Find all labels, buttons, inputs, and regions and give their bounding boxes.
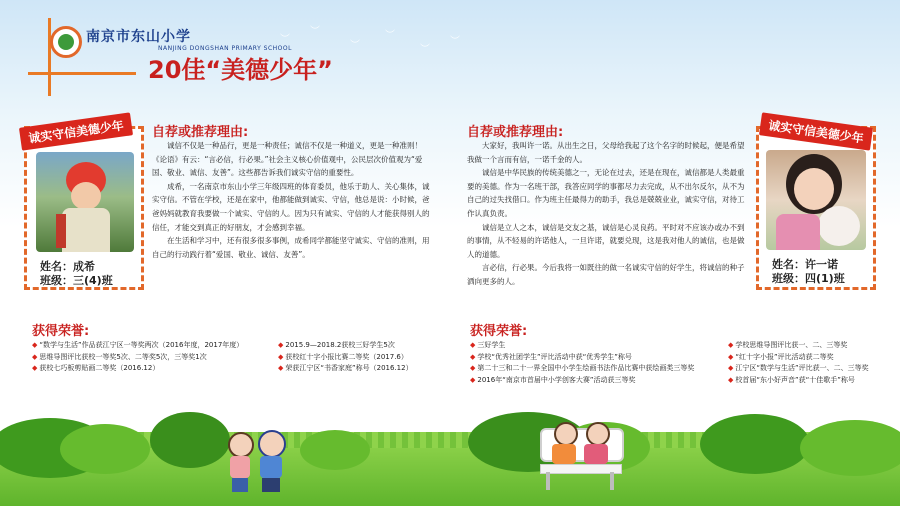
- left-honors-title: 获得荣誉:: [32, 324, 90, 339]
- left-reason-paragraph: 成希，一名南京市东山小学三年级四班的体育委员，他乐于助人、关心集体，诚实守信。不管在学校，还是在家中，他都能做到诚实、守信，他总是说：小时候，爸爸妈妈就教育我要做一个诚实、守信的人。因为只有诚实、守信的人才能获得别人的信任，才能交到真正的好朋友，才会感到幸福。: [152, 181, 430, 232]
- birds-icon: ︶ ︶ ︶ ︶ ︶ ︶: [280, 26, 460, 55]
- list-item: ◆ 江宁区“数学与生活”评比获一、二、三等奖: [728, 364, 869, 372]
- list-item: ◆ “红十字小报”评比活动获二等奖: [728, 352, 834, 361]
- left-reason-paragraph: 在生活和学习中，还有很多很多事例，成希同学都能坚守诚实、守信的准则，用自己的行动践行着“爱国、敬业、诚信、友善”。: [152, 236, 430, 259]
- list-item: ◆ 获校红十字小报比赛二等奖（2017.6）: [278, 352, 408, 361]
- right-student-class: 四(1)班: [805, 272, 845, 285]
- list-item: ◆ 第二十三和二十一界全国中小学生绘画书法作品比赛中获绘画类三等奖: [470, 364, 695, 372]
- right-reason-title: 自荐或推荐理由:: [467, 125, 564, 140]
- header-orange-line: [28, 72, 136, 75]
- list-item: ◆ 三好学生: [470, 341, 506, 349]
- list-item: ◆ 学校思维导图评比获一、二、三等奖: [728, 341, 848, 349]
- left-reason-title: 自荐或推荐理由:: [152, 125, 249, 140]
- right-name-row: 姓名：许一诺: [772, 258, 838, 271]
- list-item: ◆ 2015.9—2018.2获校三好学生5次: [278, 341, 395, 349]
- right-reason-paragraph: 言必信，行必果。今后我将一如既往的做一名诚实守信的好学生，将诚信的种子洒向更多的人。: [467, 263, 745, 286]
- left-student-name: 成希: [73, 260, 95, 273]
- right-honors-title: 获得荣誉:: [470, 324, 528, 339]
- list-item: ◆ 荣获江宁区“书香家庭”称号（2016.12）: [278, 364, 413, 372]
- header-orange-vertical-line: [48, 18, 51, 96]
- bush-icon: [700, 414, 810, 474]
- left-ribbon: 诚实守信美德少年: [19, 112, 133, 150]
- left-student-photo: [36, 152, 134, 252]
- right-ribbon: 诚实守信美德少年: [759, 112, 873, 150]
- right-reason-text: [467, 139, 745, 289]
- list-item: ◆ 校首届“东小好声音”获“十佳歌手”称号: [728, 375, 855, 384]
- right-class-row: 班级：四(1)班: [772, 272, 845, 285]
- left-student-class: 三(4)班: [73, 274, 113, 287]
- right-honors-col2: [728, 340, 869, 386]
- list-item: ◆ 思维导图评比获校一等奖5次、二等奖5次，三等奖1次: [32, 352, 207, 361]
- list-item: ◆ “数学与生活”作品获江宁区一等奖两次（2016年度，2017年度）: [32, 341, 244, 349]
- cartoon-kids-icon: [222, 430, 292, 500]
- right-honors-col1: [470, 340, 694, 386]
- left-honors-col1: [32, 340, 243, 375]
- tree-icon: [150, 412, 230, 468]
- list-item: ◆ 获校七巧板剪贴画二等奖（2016.12）: [32, 364, 160, 372]
- list-item: ◆ 学校“优秀社团学生”评比活动中获“优秀学生”称号: [470, 352, 632, 361]
- title-main: “美德少年”: [205, 56, 333, 84]
- school-name-en: NANJING DONGSHAN PRIMARY SCHOOL: [158, 45, 292, 52]
- list-item: ◆ 2016年“南京市首届中小学创客大赛”活动获三等奖: [470, 375, 636, 384]
- bush-icon: [800, 420, 900, 476]
- bench-kids-icon: [536, 420, 624, 500]
- right-student-photo: [766, 150, 866, 250]
- school-logo-icon: [50, 26, 82, 58]
- left-name-row: 姓名：成希: [40, 260, 95, 273]
- right-reason-paragraph: 大家好，我叫许一诺。从出生之日，父母给我起了这个名字的时候起，便是希望我做一个言而有信，一诺千金的人。: [467, 141, 745, 164]
- right-reason-paragraph: 诚信是立人之本，诚信是交友之基，诚信是心灵良药。平时对不应该办或办不到的事情，从不轻易的许诺他人，一旦许诺，就要兑现，这是我对他人的诚信，也是做人的道德。: [467, 222, 745, 259]
- school-name-cn: 南京市东山小学: [86, 29, 191, 45]
- left-honors-col2: [278, 340, 413, 375]
- right-reason-paragraph: 诚信是中华民族的传统美德之一，无论在过去，还是在现在，诚信都是人类最重要的美德。作为一名班干部，我答应同学的事都尽力去完成，从不出尔反尔，从不为自己的过失找借口。作为班主任最得力的助手，我总是兢兢业业，诚实守信，对待工作认真负责。: [467, 168, 745, 218]
- bush-icon: [60, 424, 150, 474]
- title-prefix: 20佳: [148, 56, 206, 84]
- left-reason-text: [152, 139, 430, 261]
- bush-icon: [300, 430, 370, 470]
- right-student-name: 许一诺: [805, 258, 838, 271]
- left-reason-paragraph: 诚信不仅是一种品行，更是一种责任；诚信不仅是一种道义，更是一种准则！《论语》有云：“言必信，行必果。”社会主义核心价值观中，公民层次价值观为“爱国、敬业、诚信、友善”。这些都告诉我们诚实守信的重要性。: [152, 141, 423, 178]
- left-class-row: 班级：三(4)班: [40, 274, 113, 287]
